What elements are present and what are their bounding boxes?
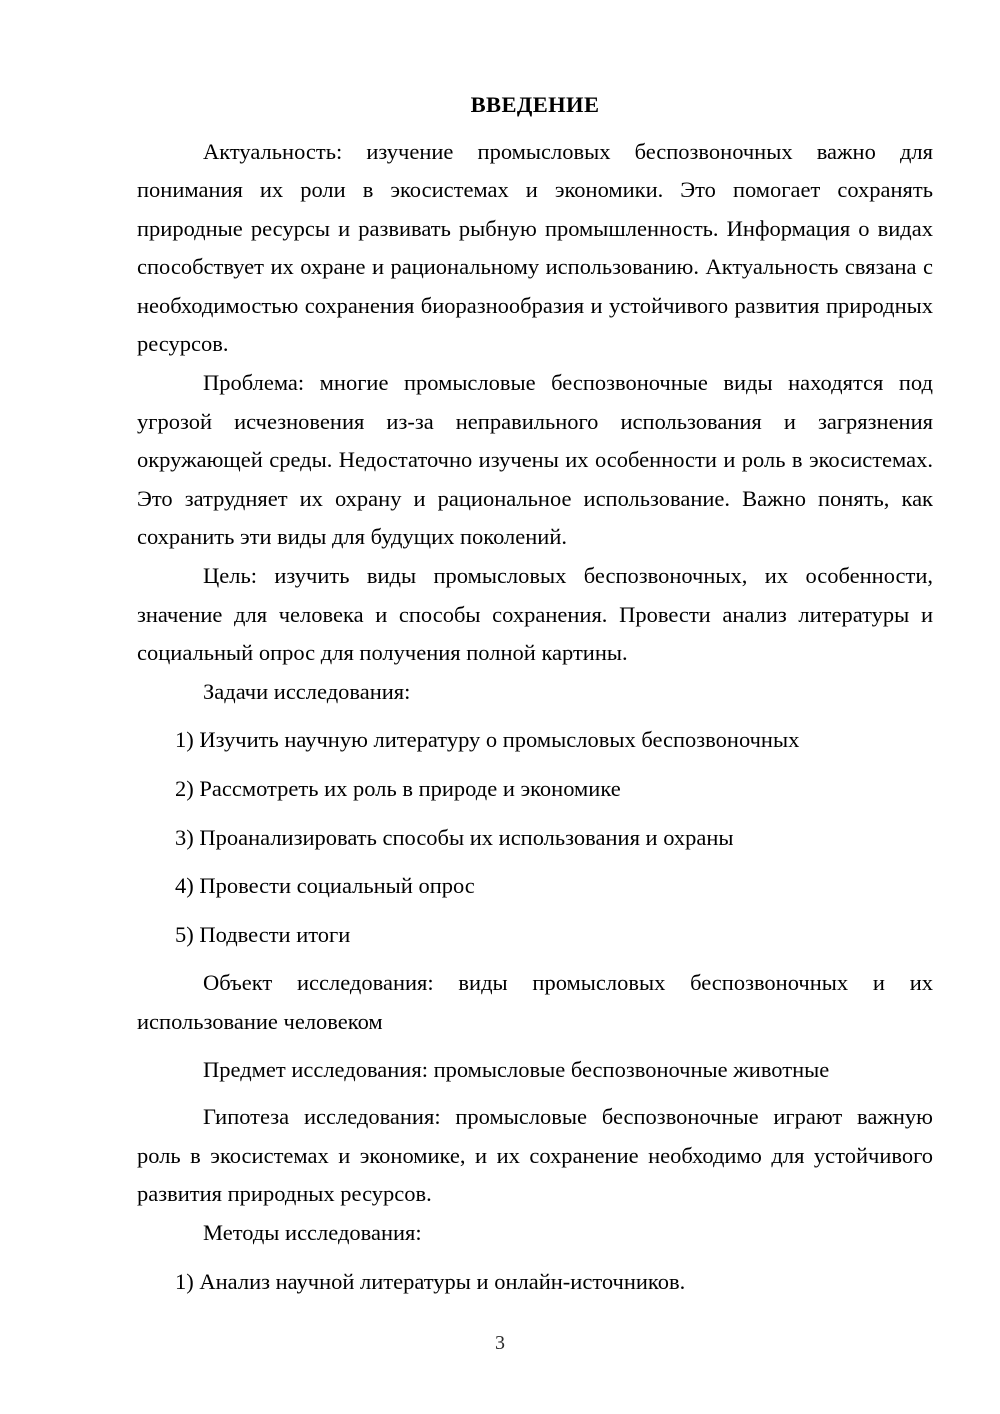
list-item: 1) Анализ научной литературы и онлайн-источников.	[175, 1268, 686, 1294]
paragraph-hypothesis: Гипотеза исследования: промысловые беспозвоночные играют важную роль в экосистемах и экономике, и их сохранение необходимо для устойчивого развития природных ресурсов.	[137, 1104, 933, 1207]
list-item: 4) Провести социальный опрос	[175, 873, 475, 899]
paragraph-subject: Предмет исследования: промысловые беспозвоночные животные	[203, 1056, 830, 1082]
list-item: 2) Рассмотреть их роль в природе и экономике	[175, 776, 621, 801]
paragraph-spacer	[137, 1089, 933, 1098]
paragraph-goal: Цель: изучить виды промысловых беспозвоночных, их особенности, значение для человека и способы сохранения. Провести анализ литературы и социальный опрос для получения полной картины.	[137, 563, 933, 666]
list-item: 1) Изучить научную литературу о промысловых беспозвоночных	[175, 727, 800, 753]
list-spacer-bottom	[137, 954, 933, 964]
paragraph-problem: Проблема: многие промысловые беспозвоночные виды находятся под угрозой исчезновения из-за неправильного использования и загрязнения окружающей среды. Недостаточно изучены их особенности и роль в экосистемах. Это затрудняет их охрану и рациональное использование. Важно понять, как сохранить эти виды для будущих поколений.	[137, 370, 933, 550]
list-item: 3) Проанализировать способы их использования и охраны	[175, 824, 734, 850]
paragraph-tasks-heading: Задачи исследования:	[203, 678, 411, 704]
list-spacer	[137, 809, 933, 819]
page-title: ВВЕДЕНИЕ	[470, 92, 600, 117]
paragraph-spacer	[137, 1042, 933, 1051]
paragraph-methods-heading: Методы исследования:	[203, 1219, 422, 1245]
paragraph-object: Объект исследования: виды промысловых беспозвоночных и их использование человеком	[137, 970, 933, 1034]
list-spacer	[137, 760, 933, 770]
list-item: 5) Подвести итоги	[175, 921, 351, 947]
list-spacer	[137, 906, 933, 916]
page-content	[137, 86, 933, 1301]
list-spacer	[137, 857, 933, 867]
paragraph-relevance: Актуальность: изучение промысловых беспозвоночных важно для понимания их роли в экосистемах и экономики. Это помогает сохранять природные ресурсы и развивать рыбную промышленность. Информация о видах способствует их охране и рациональному использованию. Актуальность связана с необходимостью сохранения биоразнообразия и устойчивого развития природных ресурсов.	[137, 138, 933, 357]
list-spacer-top	[137, 711, 933, 721]
page-number: 3	[495, 1332, 505, 1354]
list-spacer-top	[137, 1253, 933, 1263]
